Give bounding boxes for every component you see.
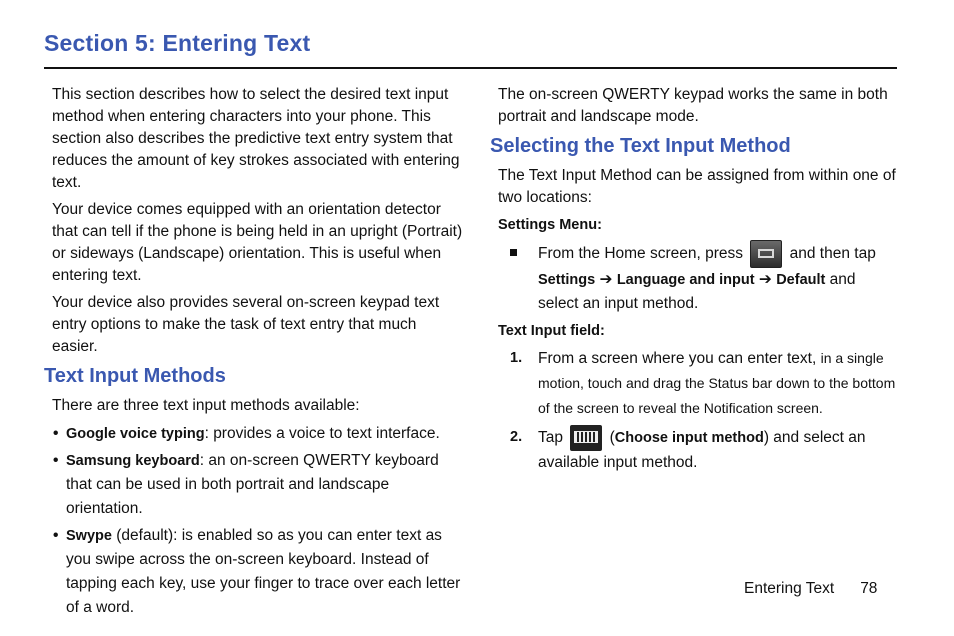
intro-paragraph-1: This section describes how to select the desired text input method when entering characters into your phone. This section also describes the predictive text entry system that reduces the amount of key strokes associated with entering text.	[52, 86, 460, 191]
menu-key-icon	[750, 240, 782, 268]
list-item	[498, 425, 898, 475]
path-language-input: Language and input	[616, 272, 755, 288]
step1-text-b: in a single motion, touch and drag the Status bar down to the bottom of the screen to reveal the Notification screen.	[538, 350, 896, 416]
method-term: Swype	[66, 528, 112, 544]
keyboard-icon	[570, 425, 602, 451]
page-footer	[744, 580, 877, 598]
step-text-pre: From the Home screen, press	[538, 245, 744, 263]
step-number: 1.	[510, 350, 523, 366]
intro-paragraph-2: Your device comes equipped with an orientation detector that can tell if the phone is being held in an upright (Portrait) or sideways (Landscape) orientation. This is useful when entering text.	[52, 201, 463, 284]
method-desc: (default): is enabled so as you can enter text as you swipe across the on-screen keyboard. Instead of tapping each key, use your finger to trace over each letter of a word.	[66, 527, 461, 616]
text-input-field-label: Text Input field:	[498, 323, 605, 339]
intro-paragraph-3: Your device also provides several on-screen keypad text entry options to make the task of text entry that much easier.	[52, 294, 440, 355]
bullet-icon: •	[53, 527, 59, 544]
list-item	[52, 449, 464, 521]
left-column	[44, 84, 464, 623]
method-term: Google voice typing	[66, 426, 205, 442]
methods-intro: There are three text input methods available:	[52, 397, 360, 414]
bullet-icon: •	[53, 452, 59, 469]
step2-text-pre: Tap	[538, 429, 563, 447]
step-number: 2.	[510, 429, 523, 445]
qwerty-paragraph: The on-screen QWERTY keypad works the same in both portrait and landscape mode.	[498, 86, 888, 125]
method-term: Samsung keyboard	[66, 453, 200, 469]
footer-section-name: Entering Text	[744, 580, 835, 597]
path-settings: Settings	[538, 272, 596, 288]
step-text-post: and select an input method.	[538, 271, 856, 312]
assign-paragraph: The Text Input Method can be assigned from within one of two locations:	[498, 167, 896, 206]
step2-text-post: ) and select an available input method.	[538, 429, 866, 471]
list-item	[52, 422, 464, 446]
arrow-right-icon: ➔	[599, 271, 613, 288]
settings-menu-label: Settings Menu:	[498, 217, 602, 233]
method-desc: : provides a voice to text interface.	[204, 425, 440, 442]
list-item	[498, 346, 898, 421]
list-item	[52, 524, 464, 620]
field-steps	[498, 346, 898, 475]
square-bullet-icon	[510, 249, 517, 256]
step1-text-a: From a screen where you can enter text,	[538, 350, 817, 367]
page-number: 78	[860, 580, 878, 597]
step-text-mid: and then tap	[789, 245, 876, 263]
heading-selecting-method: Selecting the Text Input Method	[490, 135, 791, 157]
choose-input-method-term: Choose input method	[614, 430, 764, 447]
title-divider	[44, 67, 897, 69]
path-default: Default	[776, 272, 826, 288]
methods-list	[52, 422, 464, 620]
step2-paren: (	[609, 429, 615, 447]
page-title: Section 5: Entering Text	[44, 30, 311, 56]
list-item	[498, 240, 898, 316]
arrow-right-icon: ➔	[758, 271, 772, 288]
right-column	[490, 84, 898, 479]
bullet-icon: •	[53, 425, 59, 442]
method-desc: : an on-screen QWERTY keyboard that can be used in both portrait and landscape orientation.	[66, 452, 439, 517]
heading-text-input-methods: Text Input Methods	[44, 365, 226, 387]
settings-steps	[498, 240, 898, 316]
